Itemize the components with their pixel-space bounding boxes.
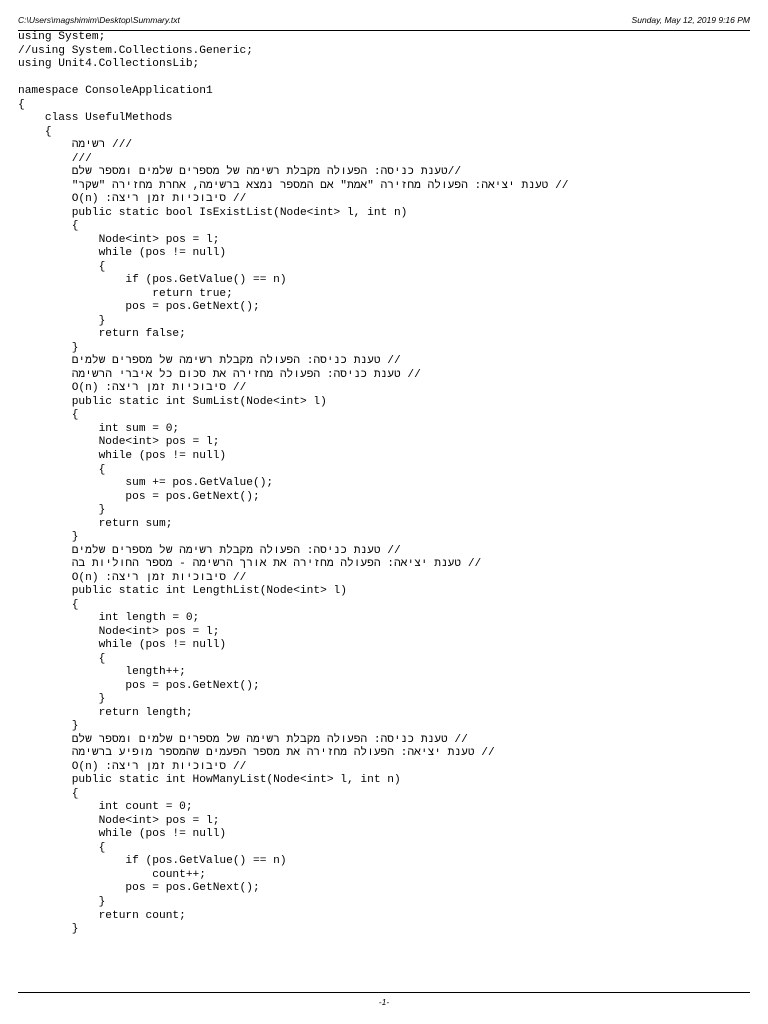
code-line: Node<int> pos = l; [18,436,220,449]
code-line: while (pos != null) [18,449,227,462]
code-line: while (pos != null) [18,639,227,652]
code-line: if (pos.GetValue() == n) [18,274,287,287]
hebrew-comment: //טענת כניסה: הפעולה מקבלת רשימה של מספרים שלמים ומספר שלם [71,166,462,179]
code-line: } [18,693,106,706]
hebrew-comment: // טענת כניסה: הפעולה מקבלת רשימה של מספרים שלמים [71,544,401,557]
code-line: length++; [18,666,186,679]
code-line: { [18,463,106,476]
code-line: int length = 0; [18,612,200,625]
page-footer [18,992,750,1007]
code-line: public static bool IsExistList(Node<int> l, int n) [18,206,408,219]
code-line: return false; [18,328,186,341]
code-line [18,382,750,396]
code-line: while (pos != null) [18,247,227,260]
code-line: while (pos != null) [18,828,227,841]
hebrew-comment: // סיבוכיות זמן ריצה: O(n) [71,193,247,206]
code-line: } [18,923,79,936]
code-line: { [18,409,79,422]
code-line: int count = 0; [18,801,193,814]
code-line: } [18,896,106,908]
code-line: /// [18,152,92,165]
code-line: { [18,260,106,273]
code-line [18,545,750,559]
hebrew-comment: // סיבוכיות זמן ריצה: O(n) [71,760,247,773]
hebrew-comment: /// רשימה [71,139,133,152]
code-line: return true; [18,287,233,300]
code-line [18,761,750,775]
code-line: pos = pos.GetNext(); [18,882,260,895]
code-line: pos = pos.GetNext(); [18,679,260,692]
code-line: public static int SumList(Node<int> l) [18,395,327,408]
hebrew-comment: // סיבוכיות זמן ריצה: O(n) [71,571,247,584]
code-line [18,180,750,194]
hebrew-comment: // טענת יציאה: הפעולה מחזירה את אורך הרשימה - מספר החוליות בה [71,558,482,571]
code-line [18,747,750,761]
code-line [18,734,750,748]
code-listing [18,31,750,937]
code-line: { [18,787,79,800]
code-line [18,193,750,207]
code-line: if (pos.GetValue() == n) [18,855,287,868]
code-line [18,166,750,180]
code-line: using Unit4.CollectionsLib; [18,58,200,71]
code-line: Node<int> pos = l; [18,233,220,246]
code-line: count++; [18,868,206,881]
code-line: Node<int> pos = l; [18,625,220,638]
hebrew-comment: // טענת כניסה: הפעולה מחזירה את סכום כל איברי הרשימה [71,368,421,381]
code-line: } [18,720,79,733]
hebrew-comment: // טענת יציאה: הפעולה מחזירה את מספר הפעמים שהמספר מופיע ברשימה [71,747,495,760]
code-line: { [18,98,25,111]
code-line [18,369,750,383]
code-line [18,572,750,586]
code-line [18,72,750,86]
code-line: using System; [18,31,106,43]
code-line: int sum = 0; [18,422,180,435]
code-line: } [18,341,79,354]
code-line: pos = pos.GetNext(); [18,490,260,503]
hebrew-comment: // טענת כניסה: הפעולה מקבלת רשימה של מספרים שלמים [71,355,401,368]
code-line: { [18,125,52,138]
code-line: public static int LengthList(Node<int> l) [18,585,347,598]
code-line: { [18,841,106,854]
hebrew-comment: // טענת יציאה: הפעולה מחזירה "אמת" אם המספר נמצא ברשימה, אחרת מחזירה "שקר" [71,179,569,192]
code-line: //using System.Collections.Generic; [18,44,253,57]
code-line: { [18,220,79,233]
hebrew-comment: // טענת כניסה: הפעולה מקבלת רשימה של מספרים שלמים ומספר שלם [71,733,468,746]
hebrew-comment: // סיבוכיות זמן ריצה: O(n) [71,382,247,395]
code-line: return count; [18,909,186,922]
page-header [18,14,750,31]
print-datetime: Sunday, May 12, 2019 9:16 PM [631,15,750,25]
code-line: class UsefulMethods [18,112,173,125]
file-path: C:\Users\magshimim\Desktop\Summary.txt [18,15,180,25]
code-line: namespace ConsoleApplication1 [18,85,213,98]
code-line: } [18,314,106,327]
code-line: } [18,504,106,517]
code-line [18,355,750,369]
code-line: Node<int> pos = l; [18,814,220,827]
code-line: pos = pos.GetNext(); [18,301,260,314]
code-line: { [18,652,106,665]
code-line: return sum; [18,517,173,530]
page-number: -1- [378,997,390,1007]
code-line [18,558,750,572]
code-line: } [18,531,79,544]
code-line: { [18,598,79,611]
code-line: sum += pos.GetValue(); [18,477,274,490]
code-line: public static int HowManyList(Node<int> l, int n) [18,774,401,787]
code-line: return length; [18,706,193,719]
code-line [18,139,750,153]
